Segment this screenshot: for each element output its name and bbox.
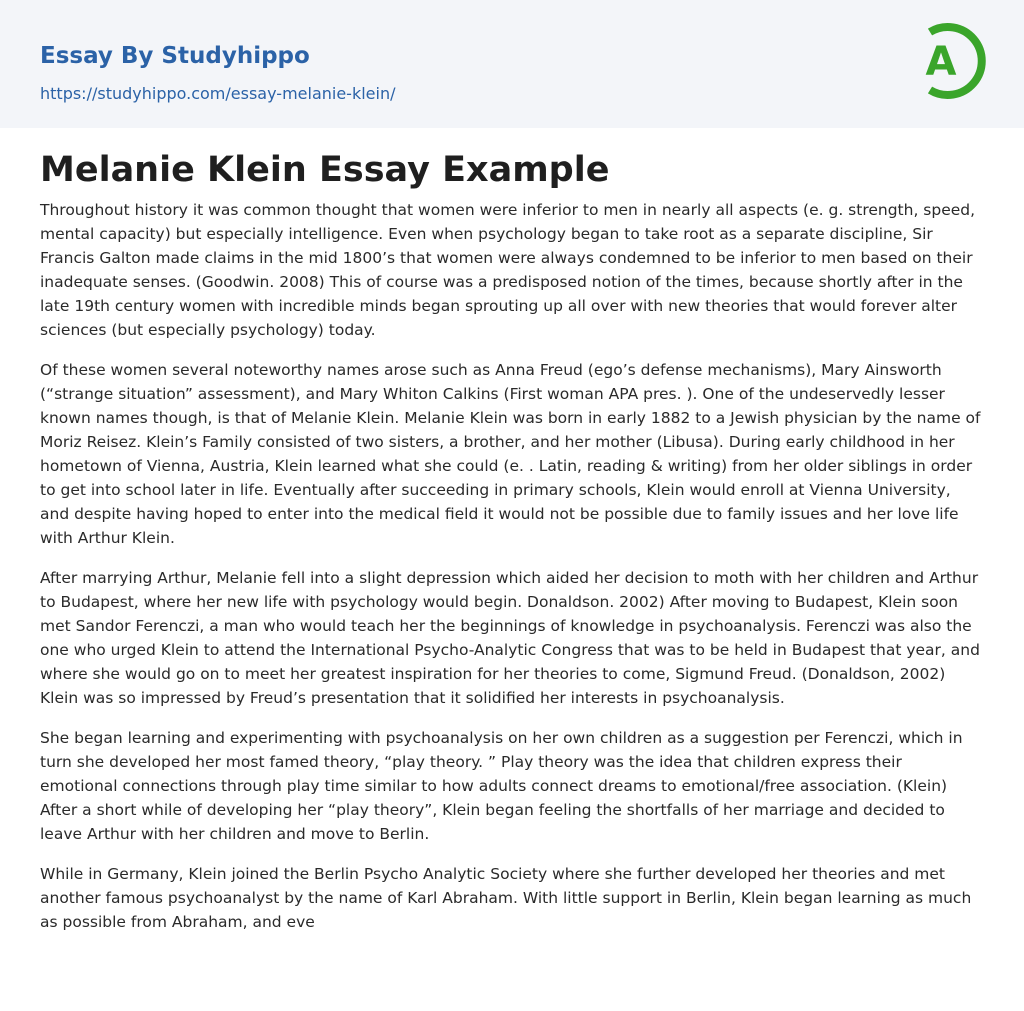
studyhippo-logo-icon[interactable] (914, 18, 986, 104)
site-header (0, 0, 1024, 128)
essay-paragraph: After marrying Arthur, Melanie fell into a slight depression which aided her decision to moth with her children and Arthur to Budapest, where her new life with psychology would begin. Donaldson. 2002) After moving to Budapest, Klein soon met Sandor Ferenczi, a man who would teach her the beginnings of knowledge in psychoanalysis. Ferenczi was also the one who urged Klein to attend the International Psycho-Analytic Congress that was to be held in Budapest that year, and where she would go on to meet her greatest inspiration for her theories to come, Sigmund Freud. (Donaldson, 2002) Klein was so impressed by Freud’s presentation that it solidified her interests in psychoanalysis. (40, 569, 980, 707)
source-url-link[interactable]: https://studyhippo.com/essay-melanie-klein/ (40, 84, 396, 103)
essay-paragraph: Of these women several noteworthy names arose such as Anna Freud (ego’s defense mechanisms), Mary Ainsworth (“strange situation” assessment), and Mary Whiton Calkins (First woman APA pres. ). One of the undeservedly lesser known names though, is that of Melanie Klein. Melanie Klein was born in early 1882 to a Jewish physician by the name of Moriz Reisez. Klein’s Family consisted of two sisters, a brother, and her mother (Libusa). During early childhood in her hometown of Vienna, Austria, Klein learned what she could (e. . Latin, reading & writing) from her older siblings in order to get into school later in life. Eventually after succeeding in primary schools, Klein would enroll at Vienna University, and despite having hoped to enter into the medical field it would not be possible due to family issues and her love life with Arthur Klein. (40, 361, 981, 547)
essay-paragraph: Throughout history it was common thought that women were inferior to men in nearly all aspects (e. g. strength, speed, mental capacity) but especially intelligence. Even when psychology began to take root as a separate discipline, Sir Francis Galton made claims in the mid 1800’s that women were always condemned to be inferior to men based on their inadequate senses. (Goodwin. 2008) This of course was a predisposed notion of the times, because shortly after in the late 19th century women with incredible minds began sprouting up all over with new theories that would forever alter sciences (but especially psychology) today. (40, 201, 976, 339)
brand-title[interactable]: Essay By Studyhippo (40, 43, 310, 69)
essay-paragraph: While in Germany, Klein joined the Berlin Psycho Analytic Society where she further developed her theories and met another famous psychoanalyst by the name of Karl Abraham. With little support in Berlin, Klein began learning as much as possible from Abraham, and eve (40, 865, 972, 931)
page-title: Melanie Klein Essay Example (40, 150, 610, 190)
essay-content (0, 128, 1024, 934)
essay-paragraph: She began learning and experimenting with psychoanalysis on her own children as a suggestion per Ferenczi, which in turn she developed her most famed theory, “play theory. ” Play theory was the idea that children express their emotional connections through play time similar to how adults connect dreams to emotional/free association. (Klein) After a short while of developing her “play theory”, Klein began feeling the shortfalls of her marriage and decided to leave Arthur with her children and move to Berlin. (40, 729, 963, 843)
logo-letter: A (925, 39, 957, 85)
